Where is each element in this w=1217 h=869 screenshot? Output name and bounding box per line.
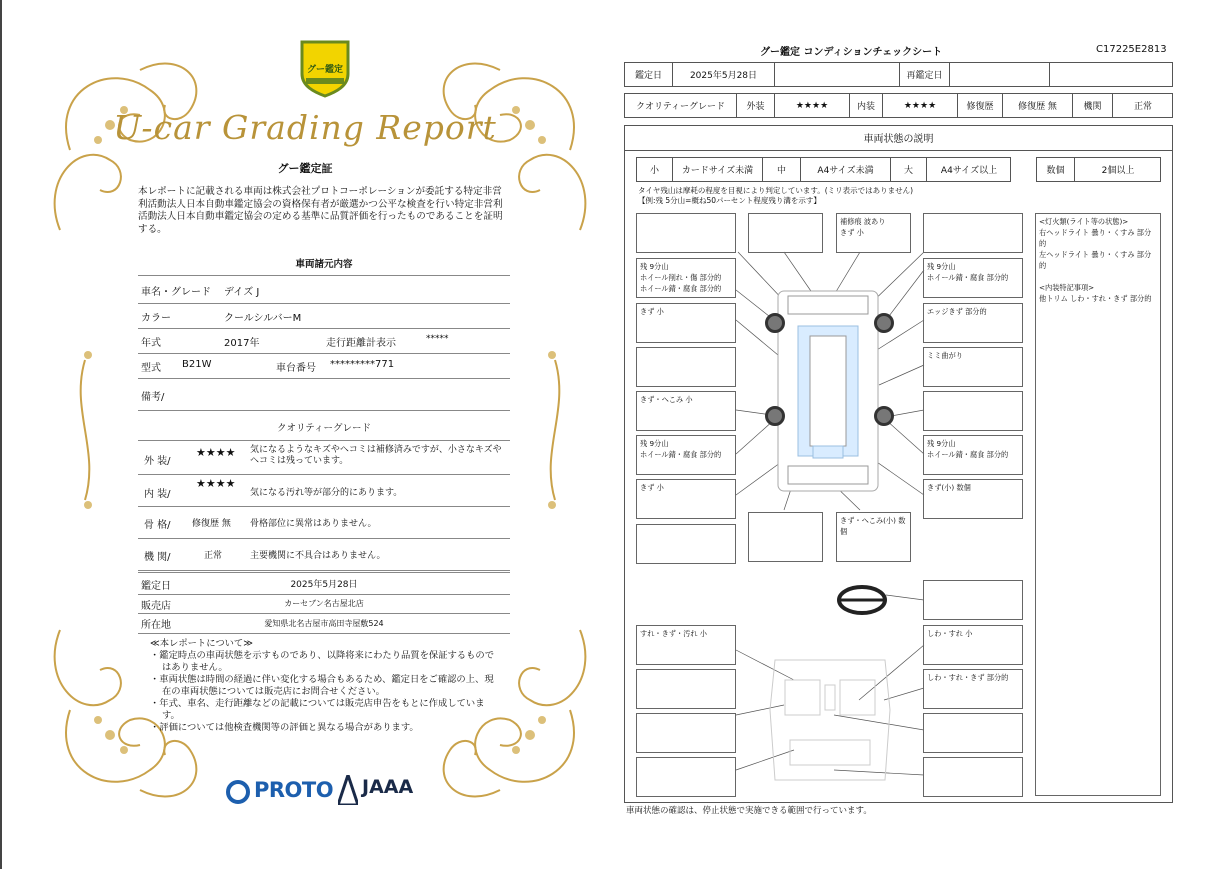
sheet-exterior-label: 外装 xyxy=(737,94,775,117)
box-int-right-3 xyxy=(923,713,1023,753)
row-date xyxy=(138,572,510,595)
sheet-repair-value: 修復歴 無 xyxy=(1003,94,1073,117)
row-frame xyxy=(138,506,510,539)
proto-logo: PROTO xyxy=(254,778,334,802)
box-right-tire-rear: 残 9分山 ホイール錆・腐食 部分的 xyxy=(923,435,1023,475)
color-label: カラー xyxy=(141,313,171,324)
model-label: 型式 xyxy=(141,363,161,374)
wheel-front-left-icon xyxy=(765,313,785,333)
box-int-right-1: しわ・すれ 小 xyxy=(923,625,1023,665)
box-right-tire-front: 残 9分山 ホイール錆・腐食 部分的 xyxy=(923,258,1023,298)
box-top-center: 補修痕 波あり きず 小 xyxy=(836,213,911,253)
chassis-label: 車台番号 xyxy=(276,363,316,374)
certificate-subtitle: グー鑑定証 xyxy=(277,162,333,175)
large-label: 大 xyxy=(891,158,927,181)
dealer-label: 販売店 xyxy=(141,601,171,612)
sheet-date-value: 2025年5月28日 xyxy=(673,63,775,86)
car-name-label: 車名・グレード xyxy=(141,287,211,298)
box-top-left xyxy=(748,213,823,253)
size-legend xyxy=(636,157,1011,182)
report-notes xyxy=(150,638,500,734)
row-year xyxy=(138,328,510,354)
re-date-label: 再鑑定日 xyxy=(900,63,950,86)
sheet-exterior-stars: ★★★★ xyxy=(775,94,850,117)
note-item: ・評価については他検査機関等の評価と異なる場合があります。 xyxy=(150,722,419,733)
certificate-intro: 本レポートに記載される車両は株式会社プロトコーポレーションが委託する特定非営利活動法人日本自動車鑑定協会の資格保有者が厳選かつ公平な検査を行い特定非営利活動法人日本自動車鑑定協会の定める基準に品質評価を行ったものであることを証明する。 xyxy=(138,186,503,235)
sheet-interior-label: 内装 xyxy=(850,94,883,117)
box-right-1 xyxy=(923,213,1023,253)
mileage-label: 走行距離計表示 xyxy=(326,338,396,349)
small-label: 小 xyxy=(637,158,673,181)
sheet-footer: 車両状態の確認は、停止状態で実施できる範囲で行っています。 xyxy=(626,806,872,816)
frame-value: 修復歴 無 xyxy=(192,519,231,529)
box-left-tire-rear: 残 9分山 ホイール錆・腐食 部分的 xyxy=(636,435,736,475)
dealer-value: カーセブン名古屋北店 xyxy=(284,599,364,608)
count-label: 数個 xyxy=(1037,158,1075,181)
badge-text: グー鑑定 xyxy=(306,65,343,75)
row-model xyxy=(138,353,510,379)
jaaa-logo-icon xyxy=(338,775,358,805)
year-value: 2017年 xyxy=(224,338,260,349)
wheel-rear-left-icon xyxy=(765,406,785,426)
wheel-rear-right-icon xyxy=(874,406,894,426)
state-heading: 車両状態の説明 xyxy=(624,125,1173,151)
count-legend xyxy=(1036,157,1161,182)
sheet-interior-stars: ★★★★ xyxy=(883,94,958,117)
mileage-value: ***** xyxy=(426,334,449,344)
exterior-label: 外 装/ xyxy=(144,456,171,467)
engine-text: 主要機関に不具合はありません。 xyxy=(250,551,386,561)
sheet-quality-label: クオリティーグレード xyxy=(625,94,737,117)
date-label: 鑑定日 xyxy=(141,581,171,592)
box-left-2: きず 小 xyxy=(636,303,736,343)
year-label: 年式 xyxy=(141,338,161,349)
side-notes: <灯火類(ライト等の状態)> 右ヘッドライト 曇り・くすみ 部分的 左ヘッドライト 曇り・くすみ 部分的 <内装特記事項> 他トリム しわ・すれ・きず 部分的 xyxy=(1035,213,1161,796)
note-item: ・年式、車名、走行距離などの記載については販売店申告をもとに作成しています。 xyxy=(150,698,485,721)
box-left-tire-front: 残 9分山 ホイール削れ・傷 部分的 ホイール錆・腐食 部分的 xyxy=(636,258,736,298)
box-left-4: きず・へこみ 小 xyxy=(636,391,736,431)
box-left-3 xyxy=(636,347,736,387)
sheet-code: C17225E2813 xyxy=(1096,44,1167,55)
engine-value: 正常 xyxy=(204,551,223,561)
box-right-4 xyxy=(923,391,1023,431)
frame-text: 骨格部位に異常はありません。 xyxy=(250,519,377,529)
date-row xyxy=(624,62,1173,87)
address-label: 所在地 xyxy=(141,620,171,631)
row-address xyxy=(138,613,510,634)
engine-label: 機 関/ xyxy=(144,552,171,563)
box-steering xyxy=(923,580,1023,620)
quality-row xyxy=(624,93,1173,118)
spec-divider xyxy=(138,275,510,276)
sheet-repair-label: 修復歴 xyxy=(958,94,1003,117)
interior-stars: ★★★★ xyxy=(196,477,236,490)
large-value: A4サイズ以上 xyxy=(940,166,998,176)
interior-label: 内 装/ xyxy=(144,489,171,500)
note-item: ・車両状態は時間の経過に伴い変化する場合もあるため、鑑定日をご確認の上、現在の車両状態については販売店にお問合せください。 xyxy=(150,674,494,697)
row-remarks xyxy=(138,378,510,411)
row-exterior xyxy=(138,441,510,475)
box-right-3: ミミ曲がり xyxy=(923,347,1023,387)
remarks-label: 備考/ xyxy=(141,392,165,403)
row-car-name xyxy=(138,277,510,304)
box-int-left-4 xyxy=(636,757,736,797)
exterior-stars: ★★★★ xyxy=(196,446,236,459)
quality-heading: クオリティーグレード xyxy=(276,423,372,434)
box-bottom-left xyxy=(748,512,823,562)
sheet-date-label: 鑑定日 xyxy=(625,63,673,86)
sheet-engine-label: 機関 xyxy=(1073,94,1113,117)
address-value: 愛知県北名古屋市高田寺屋敷524 xyxy=(264,619,384,628)
sheet-title: グー鑑定 コンディションチェックシート xyxy=(760,47,943,58)
box-left-6: きず 小 xyxy=(636,479,736,519)
box-int-left-3 xyxy=(636,713,736,753)
small-value: カードサイズ未満 xyxy=(673,158,763,181)
box-right-2: エッジきず 部分的 xyxy=(923,303,1023,343)
car-interior-diagram xyxy=(765,650,895,790)
box-right-6: きず(小) 数個 xyxy=(923,479,1023,519)
exterior-text: 気になるようなキズやヘコミは補修済みですが、小さなキズやヘコミは残っています。 xyxy=(250,445,502,466)
sheet-engine-value: 正常 xyxy=(1133,102,1152,112)
count-value: 2個以上 xyxy=(1101,166,1135,176)
goo-kantei-badge xyxy=(298,38,352,98)
report-title: U-car Grading Report xyxy=(113,108,497,147)
frame-label: 骨 格/ xyxy=(144,520,171,531)
chassis-value: *********771 xyxy=(330,359,395,370)
model-value: B21W xyxy=(182,359,212,370)
row-color xyxy=(138,303,510,329)
box-left-7 xyxy=(636,524,736,564)
date-value: 2025年5月28日 xyxy=(290,580,358,590)
spec-heading: 車両諸元内容 xyxy=(295,259,353,270)
re-date-value xyxy=(950,63,1050,86)
jaaa-logo: JAAA xyxy=(362,776,414,798)
blank-cell xyxy=(775,63,900,86)
mid-label: 中 xyxy=(763,158,801,181)
row-engine xyxy=(138,538,510,571)
mid-value: A4サイズ未満 xyxy=(801,158,891,181)
interior-text: 気になる汚れ等が部分的にあります。 xyxy=(250,488,403,498)
proto-logo-icon xyxy=(226,780,250,804)
car-name-value: デイズ J xyxy=(224,287,260,298)
wheel-front-right-icon xyxy=(874,313,894,333)
notes-heading: ≪本レポートについて≫ xyxy=(150,638,253,649)
row-interior xyxy=(138,474,510,507)
tire-note-2: 【例:残 5分山=概ね50パーセント程度残り溝を示す】 xyxy=(638,196,821,205)
box-bottom-center: きず・へこみ(小) 数個 xyxy=(836,512,911,562)
box-int-left-1: すれ・きず・汚れ 小 xyxy=(636,625,736,665)
box-int-left-2 xyxy=(636,669,736,709)
box-left-1 xyxy=(636,213,736,253)
box-int-right-2: しわ・すれ・きず 部分的 xyxy=(923,669,1023,709)
car-exterior-diagram xyxy=(768,286,888,496)
box-int-right-4 xyxy=(923,757,1023,797)
color-value: クールシルバーM xyxy=(224,313,302,324)
tire-note-1: タイヤ残山は摩耗の程度を目視により判定しています。(ミリ表示ではありません) xyxy=(638,186,914,195)
row-dealer xyxy=(138,593,510,614)
steering-wheel-icon xyxy=(836,584,888,616)
note-item: ・鑑定時点の車両状態を示すものであり、以降将来にわたり品質を保証するものではありません。 xyxy=(150,650,494,673)
